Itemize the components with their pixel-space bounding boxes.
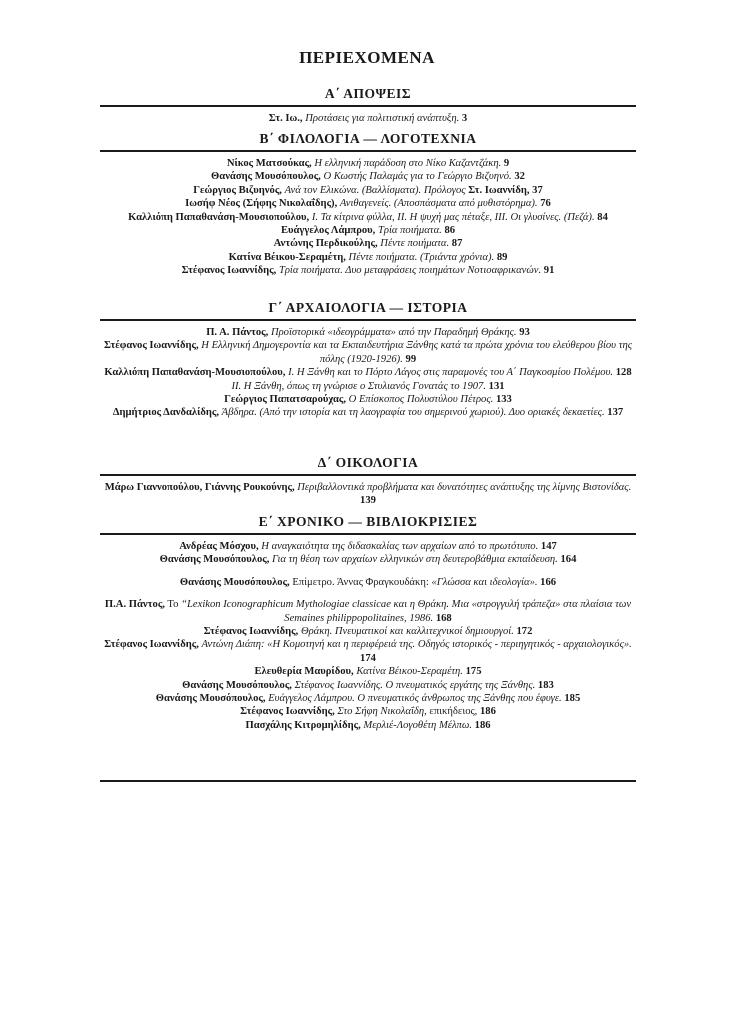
entry-title: Ο Κωστής Παλαμάς για το Γεώργιο Βιζυηνό.	[323, 171, 512, 183]
entry-author: Θανάσης Μουσόπουλος,	[179, 576, 290, 588]
section-heading: Β΄ ΦΙΛΟΛΟΓΙΑ — ΛΟΓΟΤΕΧΝΙΑ	[100, 131, 636, 152]
entry-title: “Lexikon Iconographicum Mythologiae classicae και η Θράκη. Μια «στρογγυλή τράπεζα» στα πλαίσια των Semaines philippopolitaines, 1986.	[181, 599, 632, 624]
entry-title: Πέντε ποιήματα. (Τριάντα χρόνια).	[348, 251, 495, 263]
entry-page: 37	[532, 184, 543, 196]
entry-title: ΙΙ. Η Ξάνθη, όπως τη γνώρισε ο Στυλιανός Γονατάς το 1907.	[231, 380, 486, 392]
entry-page: 87	[451, 238, 463, 250]
toc-entry	[100, 237, 636, 250]
entry-page: 131	[488, 380, 505, 392]
entry-page: 133	[495, 394, 512, 406]
entry-author: Γεώργιος Παπατσαρούχας,	[224, 394, 346, 406]
entry-author: Στέφανος Ιωαννίδης,	[104, 639, 199, 651]
toc-entry	[100, 157, 636, 170]
entry-title: Περιβαλλοντικά προβλήματα και δυνατότητες ανάπτυξης της λίμνης Βιστονίδας.	[297, 482, 632, 493]
entry-author: Αντώνης Περδικούλης,	[273, 238, 378, 250]
entry-page: 91	[543, 265, 555, 277]
entry-author: Στέφανος Ιωαννίδης,	[181, 265, 277, 277]
entry-author: Στέφανος Ιωαννίδης,	[103, 340, 199, 352]
toc-entry	[100, 638, 636, 665]
toc-entry	[100, 251, 636, 264]
toc-entry	[100, 339, 636, 366]
entry-plain-text: Το	[167, 599, 179, 611]
entry-plain-text: επικήδειος,	[429, 706, 478, 718]
entry-title: Θράκη. Πνευματικοί και καλλιτεχνικοί δημιουργοί.	[300, 626, 514, 638]
entry-page: 84	[597, 211, 608, 223]
toc-entry	[100, 112, 636, 125]
entry-title: Προϊστορικά «ιδεογράμματα» από την Παραδημή Θράκης.	[270, 327, 517, 338]
entry-page: 137	[607, 407, 624, 419]
entry-page: 186	[480, 706, 496, 718]
toc-entry	[100, 211, 636, 224]
section-heading: Ε΄ ΧΡΟΝΙΚΟ — ΒΙΒΛΙΟΚΡΙΣΙΕΣ	[100, 514, 636, 535]
toc-entry	[100, 540, 636, 553]
section-apopseis	[100, 86, 636, 125]
entry-title: «Γλώσσα και ιδεολογία».	[431, 576, 538, 588]
page-title: ΠΕΡΙΕΧΟΜΕΝΑ	[299, 48, 435, 67]
section-archaiologia	[100, 300, 636, 420]
entry-page: 9	[503, 158, 510, 169]
entry-plain-text: Επίμετρο. Άννας Φραγκουδάκη:	[292, 576, 429, 588]
entry-page: 99	[405, 353, 417, 365]
toc-entry	[100, 393, 636, 406]
entry-page: 3	[461, 113, 468, 124]
entry-title: Προτάσεις για πολιτιστική ανάπτυξη.	[305, 113, 460, 124]
entry-author: Θανάσης Μουσόπουλος,	[182, 679, 292, 691]
entry-author: Ιωσήφ Νέος (Σήφης Νικολαΐδης),	[185, 198, 338, 210]
entry-page: 76	[540, 198, 551, 210]
entry-title: Ι. Τα κίτρινα φύλλα, ΙΙ. Η ψυχή μας πέταξε, ΙΙΙ. Οι γλυσίνες. (Πεζά).	[311, 211, 595, 223]
entry-title: Στέφανος Ιωαννίδης. Ο πνευματικός εργάτης της Ξάνθης.	[294, 679, 536, 691]
entry-author: Καλλιόπη Παπαθανάση-Μουσιοπούλου,	[104, 367, 286, 379]
entry-title: Ευάγγελος Λάμπρου. Ο πνευματικός άνθρωπος της Ξάνθης που έφυγε.	[268, 693, 562, 705]
toc-entry	[100, 366, 636, 379]
toc-entry	[100, 625, 636, 638]
toc-entry	[100, 576, 636, 589]
entry-page: 32	[514, 171, 525, 183]
entry-page: 174	[360, 652, 376, 664]
entry-title: Ανιθαγενείς. (Αποσπάσματα από μυθιστόρημα).	[339, 198, 538, 210]
entry-page: 175	[465, 666, 482, 678]
toc-entry	[100, 719, 636, 732]
section-oikologia	[100, 455, 636, 508]
bottom-divider	[100, 780, 636, 782]
entry-page: 166	[540, 576, 557, 588]
toc-entry	[100, 679, 636, 692]
entry-page: 89	[496, 251, 508, 263]
entry-author: Νίκος Ματσούκας,	[226, 158, 312, 169]
entry-page: 172	[516, 626, 533, 638]
entry-title: Κατίνα Βέικου-Σεραμέτη.	[356, 666, 463, 678]
entry-author: Στ. Ιω.,	[268, 113, 303, 124]
entry-author: Γεώργιος Βιζυηνός,	[193, 184, 282, 196]
entry-author: Θανάσης Μουσόπουλος,	[211, 171, 321, 183]
toc-entry	[100, 705, 636, 718]
entry-preface-author: Στ. Ιωαννίδη,	[468, 184, 530, 196]
entry-title: Ο Επίσκοπος Πολυστύλου Πέτρος.	[348, 394, 494, 406]
entry-author: Ανδρέας Μόσχου,	[179, 541, 259, 552]
entry-title: Στο Σήφη Νικολαΐδη,	[337, 706, 427, 718]
toc-entry	[100, 665, 636, 678]
toc-entry	[100, 553, 636, 566]
entry-author: Ελευθερία Μαυρίδου,	[254, 666, 354, 678]
section-heading: Α΄ ΑΠΟΨΕΙΣ	[100, 86, 636, 107]
entry-author: Δημήτριος Δανδαλίδης,	[112, 407, 219, 419]
toc-entry	[100, 326, 636, 339]
entry-title: Για τη θέση των αρχαίων ελληνικών στη δευτεροβάθμια εκπαίδευση.	[272, 554, 558, 566]
section-heading: Δ΄ ΟΙΚΟΛΟΓΙΑ	[100, 455, 636, 476]
entry-page: 186	[474, 719, 491, 731]
entry-author: Στέφανος Ιωαννίδης,	[203, 626, 299, 638]
entry-title: Άβδηρα. (Από την ιστορία και τη λαογραφία του σημερινού χωριού). Δυο οριακές δεκαετίες.	[221, 407, 605, 419]
entry-page: 183	[537, 679, 554, 691]
entry-title: Πέντε ποιήματα.	[380, 238, 450, 250]
entry-title: Μερλιέ-Λογοθέτη Μέλπω.	[363, 719, 472, 731]
section-heading: Γ΄ ΑΡΧΑΙΟΛΟΓΙΑ — ΙΣΤΟΡΙΑ	[100, 300, 636, 321]
section-filologia	[100, 131, 636, 278]
entry-page: 86	[444, 225, 456, 237]
entry-title: Η ελληνική παράδοση στο Νίκο Καζαντζάκη.	[314, 158, 502, 169]
toc-entry	[100, 481, 636, 508]
entry-title: Ι. Η Ξάνθη και το Πόρτο Λάγος στις παραμονές του Α΄ Παγκοσμίου Πολέμου.	[288, 367, 614, 379]
entry-title: Ανά τον Ελικώνα. (Βαλλίσματα). Πρόλογος	[284, 184, 466, 196]
toc-entry	[100, 380, 636, 393]
toc-entry	[100, 406, 636, 419]
entry-title: Τρία ποιήματα. Δυο μεταφράσεις ποιημάτων Νοτιοαφρικανών.	[278, 265, 542, 277]
entry-author: Καλλιόπη Παπαθανάση-Μουσιοπούλου,	[128, 211, 310, 223]
entry-author: Κατίνα Βέικου-Σεραμέτη,	[228, 251, 346, 263]
toc-entry	[100, 170, 636, 183]
toc-entry	[100, 197, 636, 210]
entry-page: 147	[540, 541, 557, 552]
entry-author: Θανάσης Μουσόπουλος,	[155, 693, 266, 705]
entry-title: Η αναγκαιότητα της διδασκαλίας των αρχαίων από το πρωτότυπο.	[261, 541, 539, 552]
entry-title: Αντώνη Διάπη: «Η Κομοτηνή και η περιφέρειά της. Οδηγός ιστορικός - περιηγητικός - αρχαιολογικός».	[201, 639, 632, 651]
entry-author: Ευάγγελος Λάμπρου,	[280, 225, 376, 237]
entry-page: 93	[519, 327, 530, 338]
toc-entry	[100, 264, 636, 277]
entry-page: 164	[560, 554, 577, 566]
entry-page: 139	[360, 495, 376, 507]
section-chroniko	[100, 514, 636, 732]
toc-entry	[100, 224, 636, 237]
entry-page: 168	[435, 612, 452, 624]
toc-entry	[100, 184, 636, 197]
entry-page: 185	[564, 693, 581, 705]
toc-entry	[100, 598, 636, 625]
toc-entry	[100, 692, 636, 705]
entry-author: Θανάσης Μουσόπουλος,	[159, 554, 270, 566]
entry-page: 128	[615, 367, 632, 379]
entry-author: Π.Α. Πάντος,	[104, 599, 165, 611]
entry-title: Η Ελληνική Δημογεροντία και τα Εκπαιδευτήρια Ξάνθης κατά τα πρώτα χρόνια του ελεύθερου βίου της πόλης (1920-1926).	[201, 340, 633, 365]
entry-title: Τρία ποιήματα.	[377, 225, 442, 237]
entry-author: Μάρω Γιαννοπούλου, Γιάννης Ρουκούνης,	[104, 482, 295, 493]
entry-author: Στέφανος Ιωαννίδης,	[240, 706, 335, 718]
entry-author: Π. Α. Πάντος,	[206, 327, 269, 338]
entry-author: Πασχάλης Κιτρομηλίδης,	[245, 719, 361, 731]
